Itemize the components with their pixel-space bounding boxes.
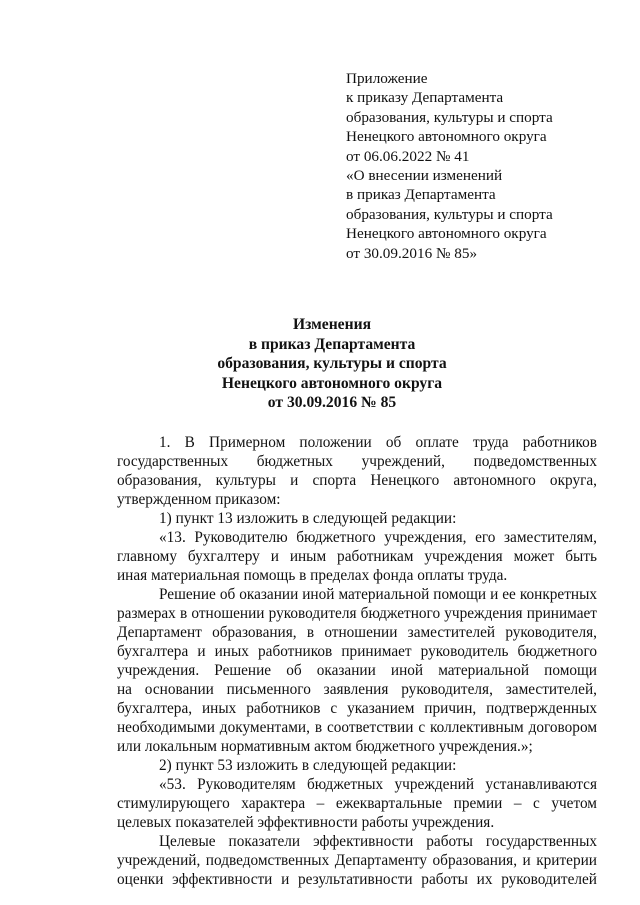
body-line: 2) пункт 53 изложить в следующей редакции: bbox=[159, 757, 457, 774]
body-line: на основании письменного заявления руководителя, заместителей, bbox=[117, 681, 597, 698]
body-line: бухгалтера и иных работников принимает руководитель бюджетного bbox=[117, 643, 597, 660]
appendix-line: Приложение bbox=[346, 70, 428, 87]
title-line: Изменения bbox=[292, 316, 372, 333]
body-line: государственных бюджетных учреждений, подведомственных bbox=[117, 453, 597, 470]
appendix-line: в приказ Департамента bbox=[346, 186, 496, 204]
document-body bbox=[117, 433, 597, 889]
body-line: бухгалтера, иных работников с указанием причин, подтвержденных bbox=[117, 700, 597, 717]
document-title bbox=[0, 315, 640, 413]
body-line: 1) пункт 13 изложить в следующей редакции: bbox=[159, 510, 457, 527]
appendix-header bbox=[346, 69, 616, 263]
body-line: «13. Руководителю бюджетного учреждения, его заместителям, bbox=[159, 529, 597, 546]
appendix-line: Ненецкого автономного округа bbox=[346, 225, 547, 243]
appendix-line: от 30.09.2016 № 85» bbox=[346, 244, 478, 262]
body-line: целевых показателей эффективности работы учреждения. bbox=[117, 814, 495, 831]
appendix-line: образования, культуры и спорта bbox=[346, 108, 553, 126]
body-line: Целевые показатели эффективности работы государственных bbox=[159, 833, 597, 850]
body-line: или локальным нормативным актом бюджетного учреждения.»; bbox=[117, 738, 533, 755]
body-line: иная материальная помощь в пределах фонда оплаты труда. bbox=[117, 567, 508, 584]
appendix-line: «О внесении изменений bbox=[346, 167, 503, 185]
body-line: стимулирующего характера – ежеквартальные премии – с учетом bbox=[117, 795, 597, 812]
body-line: утвержденном приказом: bbox=[117, 491, 281, 508]
appendix-line: к приказу Департамента bbox=[346, 89, 504, 107]
body-line: учреждений, подведомственных Департаменту образования, и критерии bbox=[117, 852, 597, 869]
body-line: «53. Руководителям бюджетных учреждений устанавливаются bbox=[159, 776, 597, 793]
title-line: образования, культуры и спорта bbox=[217, 355, 447, 373]
body-line: образования, культуры и спорта Ненецкого автономного округа, bbox=[117, 472, 597, 489]
title-line: Ненецкого автономного округа bbox=[221, 374, 443, 392]
title-line: в приказ Департамента bbox=[248, 335, 416, 353]
body-line: необходимыми документами, в соответствии с коллективным договором bbox=[117, 719, 597, 736]
body-line: Департамент образования, в отношении заместителей руководителя, bbox=[117, 624, 597, 641]
body-line: главному бухгалтеру и иным работникам учреждения может быть bbox=[117, 548, 597, 565]
appendix-line: от 06.06.2022 № 41 bbox=[346, 147, 470, 165]
appendix-line: Ненецкого автономного округа bbox=[346, 128, 547, 146]
body-line: оценки эффективности и результативности работы их руководителей bbox=[117, 871, 597, 888]
body-line: Решение об оказании иной материальной помощи и ее конкретных bbox=[159, 586, 597, 603]
title-line: от 30.09.2016 № 85 bbox=[267, 394, 397, 412]
body-line: учреждения. Решение об оказании иной материальной помощи bbox=[117, 662, 597, 679]
appendix-line: образования, культуры и спорта bbox=[346, 205, 553, 223]
body-line: 1. В Примерном положении об оплате труда работников bbox=[159, 434, 597, 451]
body-line: размерах в отношении руководителя бюджетного учреждения принимает bbox=[117, 605, 597, 622]
